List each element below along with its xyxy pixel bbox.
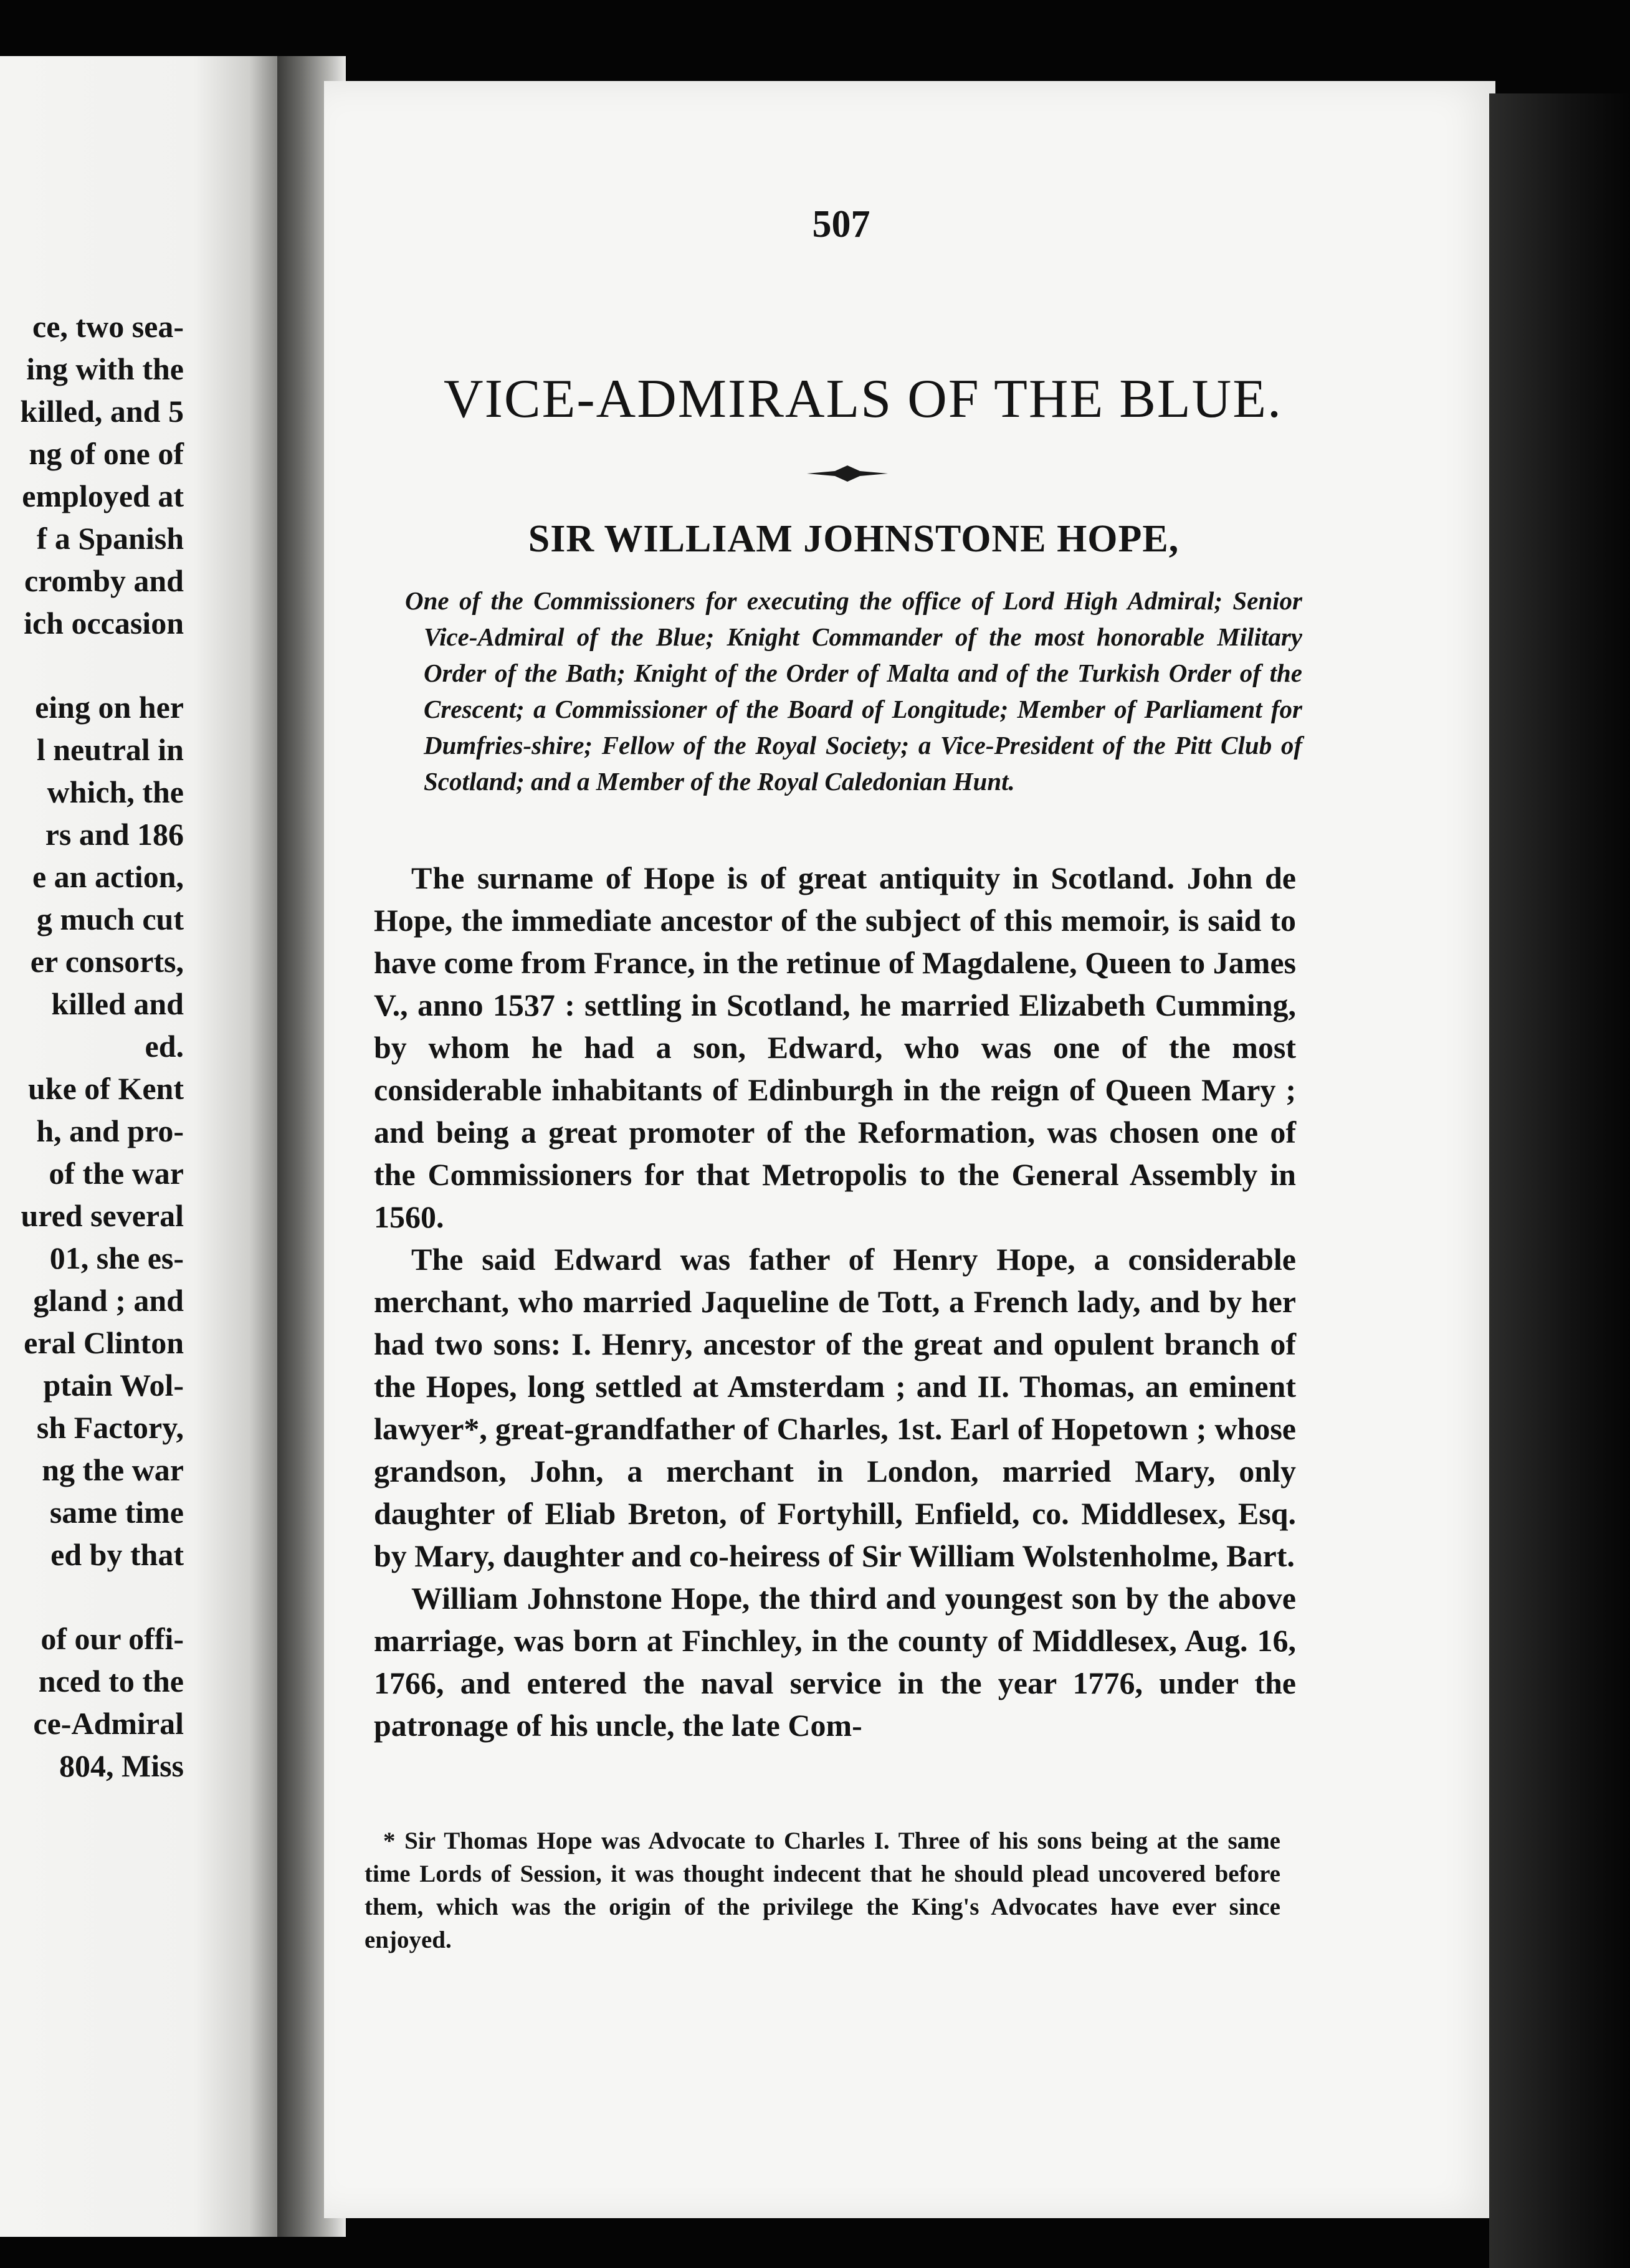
paragraph-text: surname of Hope is of great antiquity in Scotland. John de Hope, the immediate ancestor of the subject of this memoir, is said to have come from France, in the retinue of Magdalene, Queen to James V., anno 1537 : settling in Scotland, he married Elizabeth Cumming, by whom he had a son, Edward, who was one of the most considerable inhabitants of Edinburgh in the reign of Queen Mary ; and being a great promoter of the Reformation, was chosen one of the Commissioners for that Metropolis to the General Assembly in 1560.	[374, 860, 1296, 1234]
left-line: gland ; and	[33, 1283, 184, 1318]
chapter-title: VICE-ADMIRALS OF THE BLUE.	[444, 369, 1282, 429]
left-line: g much cut	[36, 902, 184, 936]
left-line: ing with the	[26, 351, 184, 386]
left-line: ce, two sea-	[32, 309, 184, 344]
left-line	[0, 1576, 184, 1618]
left-line: l neutral in	[36, 732, 184, 767]
left-line: ce-Admiral	[33, 1706, 184, 1741]
paragraph-1	[374, 857, 1296, 1238]
page-edge-shadow	[1489, 93, 1630, 2268]
left-line: killed and	[51, 986, 184, 1021]
page-number: 507	[812, 203, 870, 245]
left-line: nced to the	[38, 1664, 184, 1699]
left-line: ng the war	[42, 1452, 184, 1487]
left-line: e an action,	[32, 859, 184, 894]
left-line: same time	[49, 1495, 184, 1530]
ornament-divider-icon	[807, 464, 888, 483]
left-line: which, the	[47, 774, 184, 809]
left-line: ich occasion	[24, 606, 184, 641]
left-line: ed by that	[50, 1537, 184, 1572]
left-page	[0, 56, 277, 2237]
person-name: SIR WILLIAM JOHNSTONE HOPE,	[528, 518, 1180, 560]
left-line	[0, 644, 184, 686]
left-line: 01, she es-	[49, 1241, 184, 1275]
paragraph-3: William Johnstone Hope, the third and youngest son by the above marriage, was born at Finchley, in the county of Middlesex, Aug. 16, 1766, and entered the naval service in the year 1776, under the patronage of his uncle, the late Com-	[374, 1581, 1296, 1743]
left-line: killed, and 5	[20, 394, 184, 429]
left-line: rs and 186	[45, 817, 184, 852]
left-line: uke of Kent	[28, 1071, 184, 1106]
left-line: er consorts,	[30, 944, 184, 979]
left-line: eing on her	[35, 690, 184, 725]
left-line: ptain Wol-	[43, 1368, 184, 1403]
biography-body	[374, 857, 1296, 1746]
left-line: ng of one of	[29, 436, 184, 471]
paragraph-2: The said Edward was father of Henry Hope, a considerable merchant, who married Jaqueline de Tott, a French lady, and by her had two sons: I. Henry, ancestor of the great and opulent branch of the Hopes, long settled at Amsterdam ; and II. Thomas, an eminent lawyer*, great-grandfather of Charles, 1st. Earl of Hopetown ; whose grandson, John, a merchant in London, married Mary, only daughter of Eliab Breton, of Fortyhill, Enfield, co. Middlesex, Esq. by Mary, daughter and co-heiress of Sir William Wolstenholme, Bart.	[374, 1242, 1296, 1573]
honors-and-titles: One of the Commissioners for executing the office of Lord High Admiral; Senior Vice-Admiral of the Blue; Knight Commander of the most honorable Military Order of the Bath; Knight of the Order of Malta and of the Turkish Order of the Crescent; a Commissioner of the Board of Longitude; Member of Parliament for Dumfries-shire; Fellow of the Royal Society; a Vice-President of the Pitt Club of Scotland; and a Member of the Royal Caledonian Hunt.	[405, 586, 1302, 796]
left-line: sh Factory,	[36, 1410, 184, 1445]
left-line: cromby and	[24, 563, 184, 598]
left-page-text	[0, 305, 184, 1787]
left-line: ured several	[21, 1198, 184, 1233]
left-line: employed at	[22, 479, 184, 513]
left-line: of the war	[49, 1156, 184, 1191]
left-line: 804, Miss	[59, 1748, 184, 1783]
paragraph-lead: The	[411, 860, 465, 895]
left-line: f a Spanish	[36, 521, 184, 556]
left-line: h, and pro-	[36, 1113, 184, 1148]
left-line: eral Clinton	[24, 1325, 184, 1360]
left-line: ed.	[145, 1029, 184, 1064]
left-line: of our offi-	[41, 1621, 184, 1656]
footnote: * Sir Thomas Hope was Advocate to Charles I. Three of his sons being at the same time Lords of Session, it was thought indecent that he should plead uncovered before them, which was the origin of the privilege the King's Advocates have ever since enjoyed.	[365, 1827, 1280, 1953]
